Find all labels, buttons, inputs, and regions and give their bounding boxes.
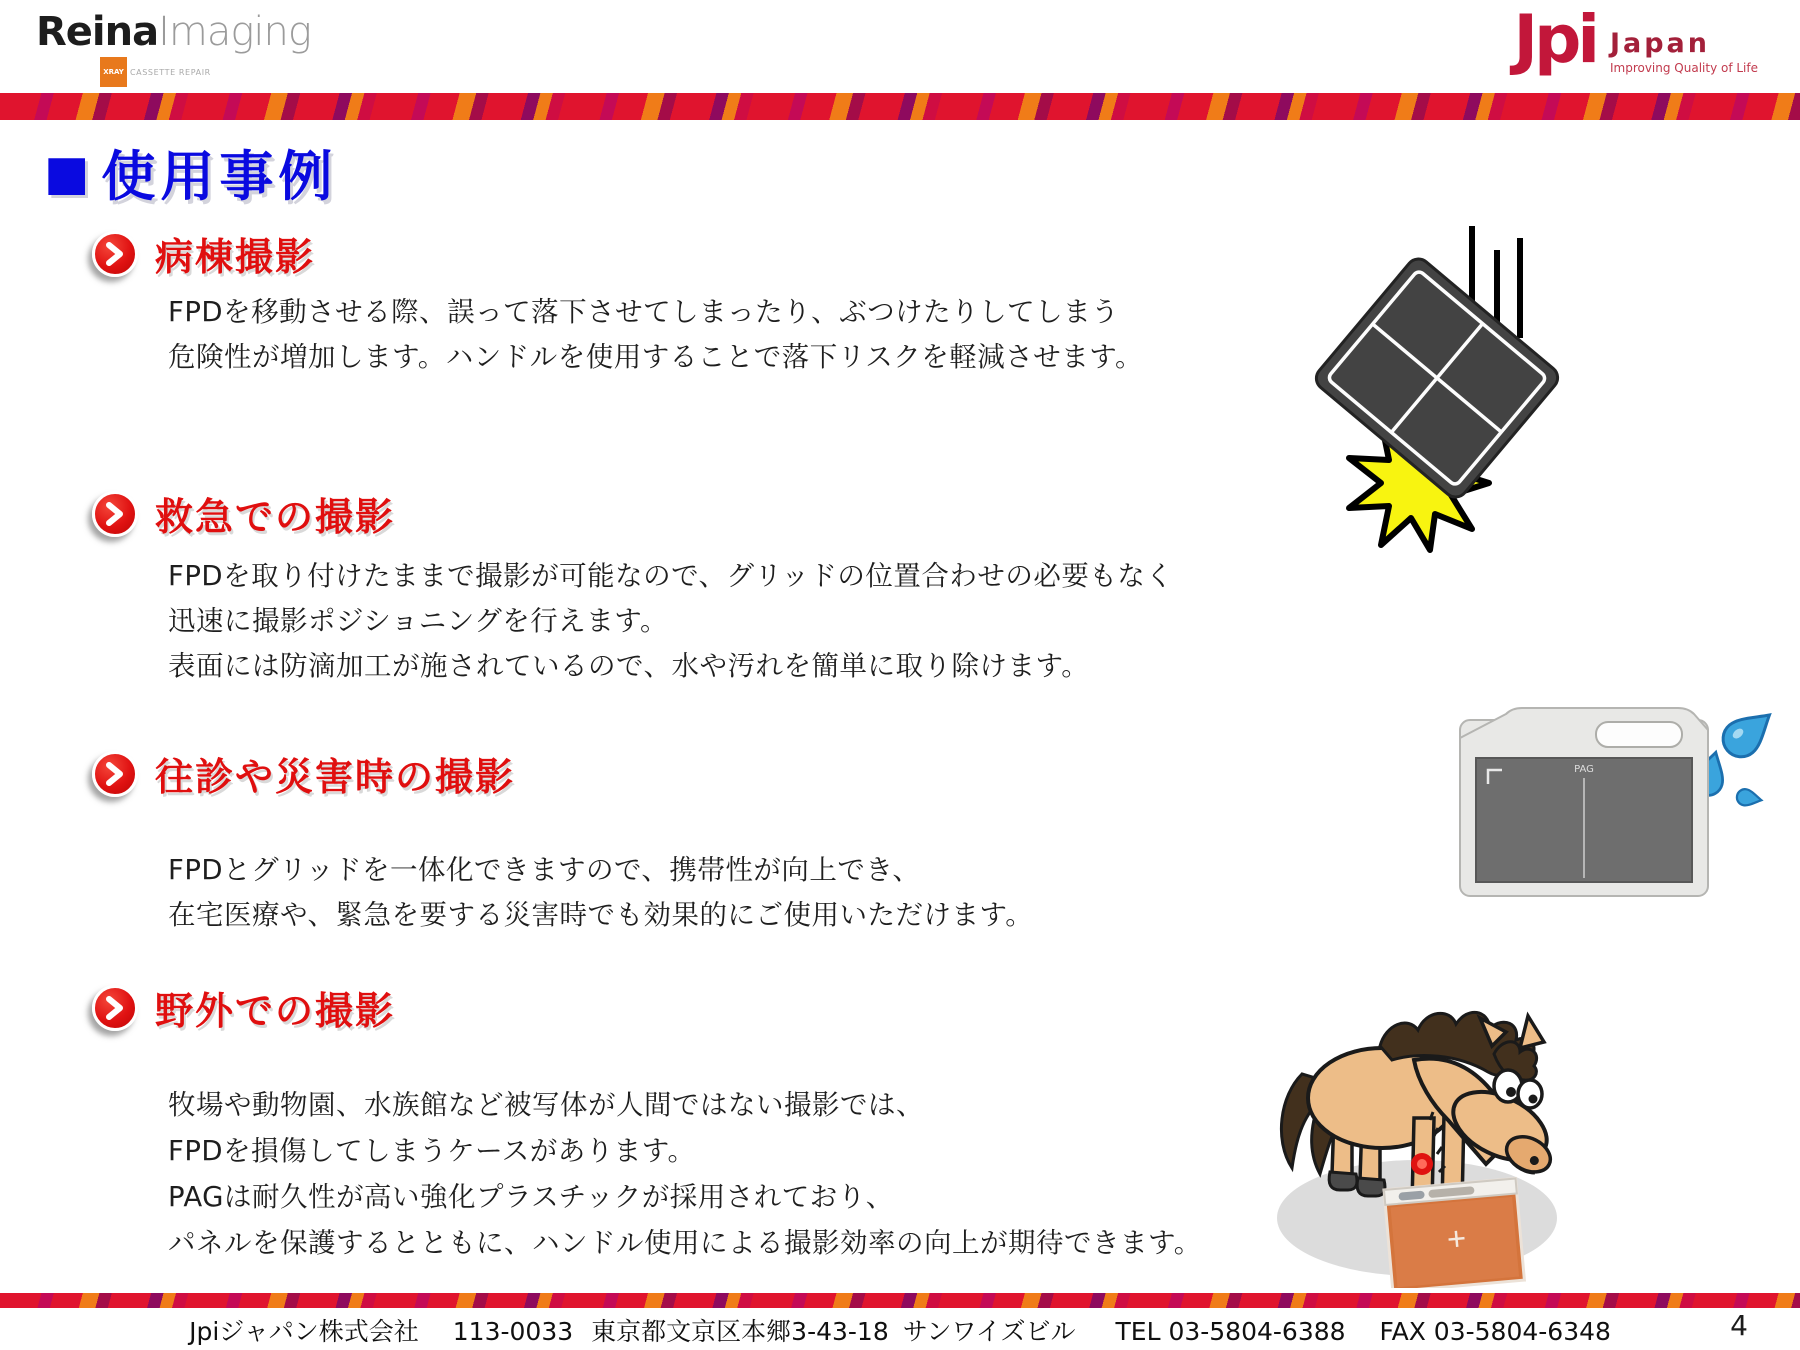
footer-postal-code: 113-0033 [452, 1317, 574, 1346]
body-line: FPDとグリッドを一体化できますので、携帯性が向上でき、 [168, 854, 921, 886]
footer-tel: TEL 03-5804-6388 [1115, 1317, 1346, 1346]
fpd-panel-with-handle [1460, 708, 1708, 896]
section-heading-text: 野外での撮影 [155, 989, 396, 1033]
arrow-circle-icon [92, 231, 138, 277]
panel-handle-slot [1596, 722, 1682, 747]
body-line: FPDを移動させる際、誤って落下させてしまったり、ぶつけたりしてしまう [168, 296, 1120, 328]
fpd-panel-falling [1312, 254, 1563, 502]
body-line: 迅速に撮影ポジショニングを行えます。 [168, 605, 669, 637]
chevron-right-icon [105, 762, 125, 786]
footer-company-info [0, 1312, 1800, 1348]
section-body-outdoor [168, 1082, 1202, 1266]
body-line: 表面には防滴加工が施されているので、水や汚れを簡単に取り除けます。 [168, 650, 1090, 682]
page-title-text: 使用事例 [101, 145, 338, 208]
cassette-repair-label: CASSETTE REPAIR [130, 67, 211, 77]
falling-panel-illustration [1262, 218, 1592, 554]
chevron-right-icon [105, 242, 125, 266]
footer-fax: FAX 03-5804-6348 [1379, 1317, 1611, 1346]
footer-building: サンワイズビル [902, 1317, 1076, 1346]
section-heading-text: 往診や災害時の撮影 [155, 755, 516, 799]
arrow-circle-icon [92, 491, 138, 537]
body-line: パネルを保護するとともに、ハンドル使用による撮影効率の向上が期待できます。 [168, 1227, 1202, 1259]
arrow-circle-icon [92, 985, 138, 1031]
jpi-japan-logo [1513, 1, 1758, 78]
injury-spot [1411, 1153, 1433, 1175]
cassette [1384, 1178, 1524, 1288]
decor-stripe-band-top [0, 93, 1800, 120]
body-line: 危険性が増加します。ハンドルを使用することで落下リスクを軽減させます。 [168, 341, 1144, 373]
body-line: FPDを取り付けたままで撮影が可能なので、グリッドの位置合わせの必要もなく [168, 560, 1174, 592]
logo-imaging: Imaging [158, 9, 311, 55]
section-heading-outdoor [92, 980, 395, 1035]
horse-ear-right [1520, 1016, 1544, 1048]
section-heading-text: 病棟撮影 [155, 235, 316, 279]
reina-logo-text [36, 10, 311, 54]
body-line: PAGは耐久性が高い強化プラスチックが採用されており、 [168, 1181, 894, 1213]
section-body-emergency [168, 554, 1173, 689]
panel-label: PAG [1574, 764, 1594, 775]
jpi-logo-text [1610, 28, 1758, 75]
section-body-housecall [168, 848, 1033, 938]
body-line: 牧場や動物園、水族館など被写体が人間ではない撮影では、 [168, 1089, 924, 1121]
section-heading-emergency [92, 486, 395, 541]
logo-reina: Reina [36, 9, 159, 55]
footer-company: Jpiジャパン株式会社 [189, 1317, 419, 1346]
chevron-right-icon [105, 996, 125, 1020]
page-title [44, 134, 337, 211]
xray-badge-box: XRAY [100, 57, 127, 87]
reina-imaging-logo [36, 10, 311, 87]
section-heading-ward [92, 226, 315, 281]
horse-illustration [1262, 968, 1572, 1288]
section-heading-text: 救急での撮影 [155, 495, 396, 539]
footer-address: 東京都文京区本郷3-43-18 [591, 1317, 889, 1346]
jpi-tagline: Improving Quality of Life [1609, 61, 1758, 75]
jpi-region-label: Japan [1609, 28, 1711, 59]
arrow-circle-icon [92, 751, 138, 797]
body-line: FPDを損傷してしまうケースがあります。 [168, 1135, 696, 1167]
jpi-logo-mark: Jpi [1513, 1, 1596, 78]
body-line: 在宅医療や、緊急を要する災害時でも効果的にご使用いただけます。 [168, 899, 1034, 931]
chevron-right-icon [105, 502, 125, 526]
title-square-bullet: ■ [44, 144, 90, 201]
section-body-ward [168, 290, 1143, 380]
decor-stripe-band-bottom [0, 1293, 1800, 1308]
section-heading-housecall [92, 746, 515, 801]
waterproof-panel-illustration [1446, 678, 1786, 903]
page-number: 4 [1730, 1309, 1748, 1342]
xray-cassette-repair-badge [100, 57, 311, 87]
